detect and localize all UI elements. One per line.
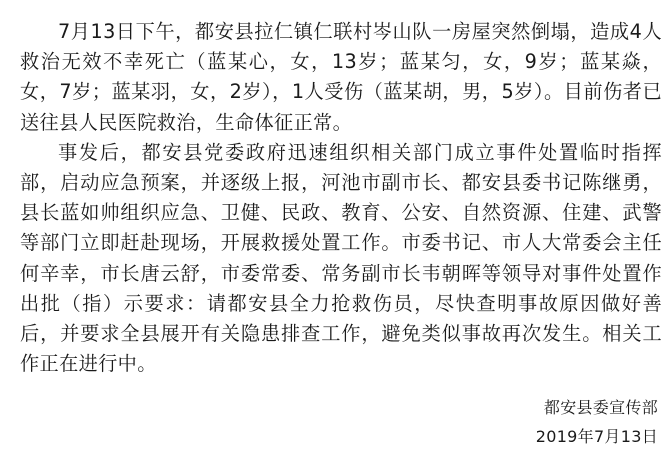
paragraph-response: 事发后，都安县党委政府迅速组织相关部门成立事件处置临时指挥部，启动应急预案，并逐级上报，河池市副市长、都安县委书记陈继勇，县长蓝如帅组织应急、卫健、民政、教育、公安、自然资源、住建、武警等部门立即赶赴现场，开展救援处置工作。市委书记、市人大常委会主任何辛幸，市长唐云舒，市委常委、常务副市长韦朝晖等领导对事件处置作出批（指）示要求：请都安县全力抢救伤员，尽快查明事故原因做好善后，并要求全县展开有关隐患排查工作，避免类似事故再次发生。相关工作正在进行中。 — [20, 140, 662, 376]
issuer-name: 都安县委宣传部 — [543, 398, 658, 417]
issue-date: 2019年7月13日 — [535, 427, 658, 446]
paragraph-incident: 7月13日下午，都安县拉仁镇仁联村岑山队一房屋突然倒塌，造成4人救治无效不幸死亡（蓝某心，女，13岁；蓝某匀，女，9岁；蓝某焱，女，7岁；蓝某羽，女，2岁），1人受伤（蓝某胡，男，5岁）。目前伤者已送往县人民医院救治，生命体征正常。 — [20, 20, 662, 134]
signature-block — [536, 393, 658, 451]
